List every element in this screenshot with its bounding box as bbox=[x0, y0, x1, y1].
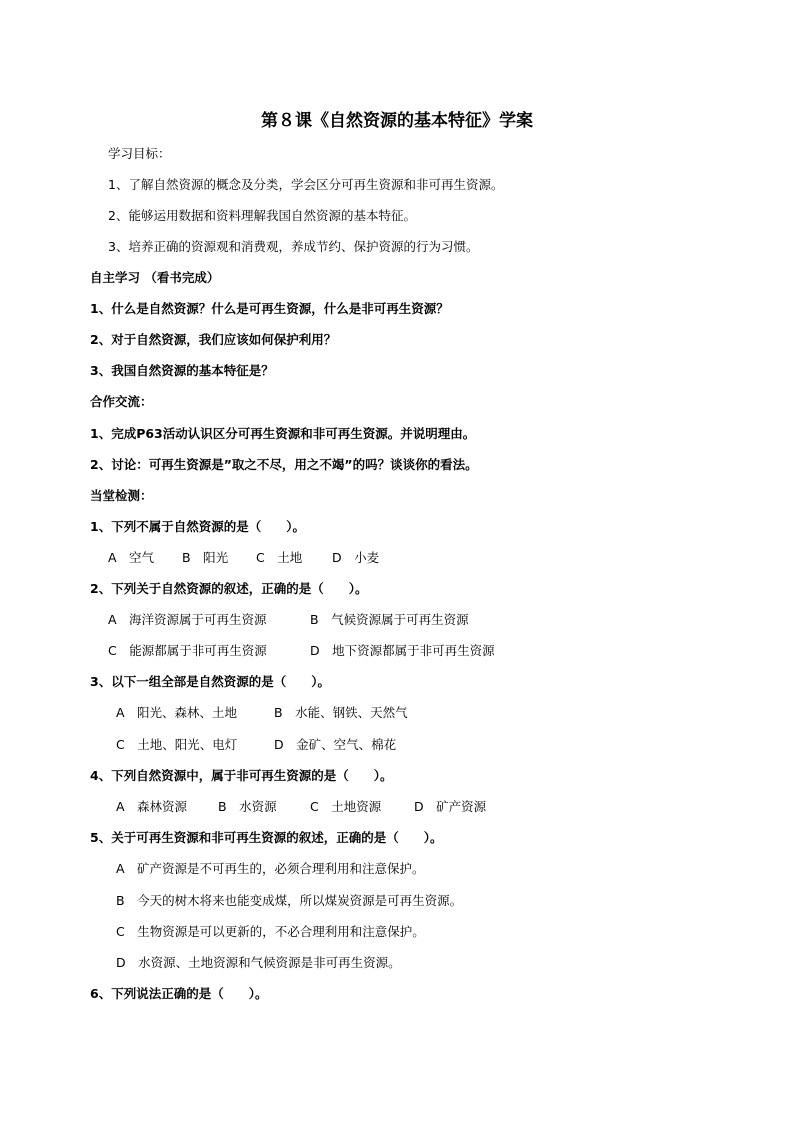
question-1: 1、下列不属于自然资源的是（ ）。 bbox=[90, 519, 305, 534]
self-study-item-2: 2、对于自然资源，我们应该如何保护利用？ bbox=[90, 332, 337, 347]
q5-option-b: B 今天的树木将来也能变成煤，所以煤炭资源是可再生资源。 bbox=[116, 893, 463, 908]
self-study-item-3: 3、我国自然资源的基本特征是？ bbox=[90, 363, 274, 378]
question-3: 3、以下一组全部是自然资源的是（ ）。 bbox=[90, 674, 330, 689]
question-5: 5、关于可再生资源和非可再生资源的叙述，正确的是（ ）。 bbox=[90, 830, 443, 845]
question-4: 4、下列自然资源中，属于非可再生资源的是（ ）。 bbox=[90, 768, 393, 783]
q4-option-c: C 土地资源 bbox=[310, 799, 382, 814]
goal-item-1: 1、了解自然资源的概念及分类，学会区分可再生资源和非可再生资源。 bbox=[108, 177, 504, 192]
q1-option-a: A 空气 bbox=[108, 550, 155, 565]
question-2-options-row-1 bbox=[108, 612, 469, 628]
check-heading: 当堂检测： bbox=[90, 488, 153, 503]
q5-option-a: A 矿产资源是不可再生的，必须合理利用和注意保护。 bbox=[116, 861, 425, 876]
q2-option-b: B 气候资源属于可再生资源 bbox=[310, 612, 469, 627]
question-2-options-row-2 bbox=[108, 643, 495, 659]
q5-option-d: D 水资源、土地资源和气候资源是非可再生资源。 bbox=[116, 955, 401, 970]
q1-option-b: B 阳光 bbox=[182, 550, 229, 565]
self-study-heading: 自主学习 （看书完成） bbox=[90, 270, 220, 285]
q1-option-c: C 土地 bbox=[256, 550, 303, 565]
cooperation-item-1: 1、完成P63活动认识区分可再生资源和非可再生资源。并说明理由。 bbox=[90, 426, 476, 441]
page-title: 第８课《自然资源的基本特征》学案 bbox=[261, 111, 533, 131]
question-1-options bbox=[108, 550, 379, 566]
cooperation-heading: 合作交流： bbox=[90, 394, 153, 409]
question-2: 2、下列关于自然资源的叙述，正确的是（ ）。 bbox=[90, 581, 368, 596]
q3-option-d: D 金矿、空气、棉花 bbox=[274, 737, 397, 752]
q3-option-a: A 阳光、森林、土地 bbox=[116, 705, 238, 720]
q2-option-a: A 海洋资源属于可再生资源 bbox=[108, 612, 267, 627]
q3-option-c: C 土地、阳光、电灯 bbox=[116, 737, 238, 752]
q4-option-a: A 森林资源 bbox=[116, 799, 188, 814]
question-3-options-row-1 bbox=[116, 705, 408, 721]
q1-option-d: D 小麦 bbox=[332, 550, 380, 565]
question-6: 6、下列说法正确的是（ ）。 bbox=[90, 986, 268, 1001]
goals-heading: 学习目标： bbox=[108, 146, 171, 161]
q4-option-d: D 矿产资源 bbox=[414, 799, 487, 814]
cooperation-item-2: 2、讨论：可再生资源是”取之不尽，用之不竭”的吗？谈谈你的看法。 bbox=[90, 457, 478, 472]
q3-option-b: B 水能、钢铁、天然气 bbox=[274, 705, 408, 720]
q2-option-c: C 能源都属于非可再生资源 bbox=[108, 643, 267, 658]
q4-option-b: B 水资源 bbox=[218, 799, 277, 814]
goal-item-3: 3、培养正确的资源观和消费观，养成节约、保护资源的行为习惯。 bbox=[108, 239, 479, 254]
q2-option-d: D 地下资源都属于非可再生资源 bbox=[310, 643, 495, 658]
question-3-options-row-2 bbox=[116, 737, 396, 753]
self-study-item-1: 1、什么是自然资源？什么是可再生资源，什么是非可再生资源？ bbox=[90, 301, 449, 316]
question-4-options bbox=[116, 799, 486, 815]
goal-item-2: 2、能够运用数据和资料理解我国自然资源的基本特征。 bbox=[108, 208, 416, 223]
q5-option-c: C 生物资源是可以更新的，不必合理利用和注意保护。 bbox=[116, 924, 425, 939]
